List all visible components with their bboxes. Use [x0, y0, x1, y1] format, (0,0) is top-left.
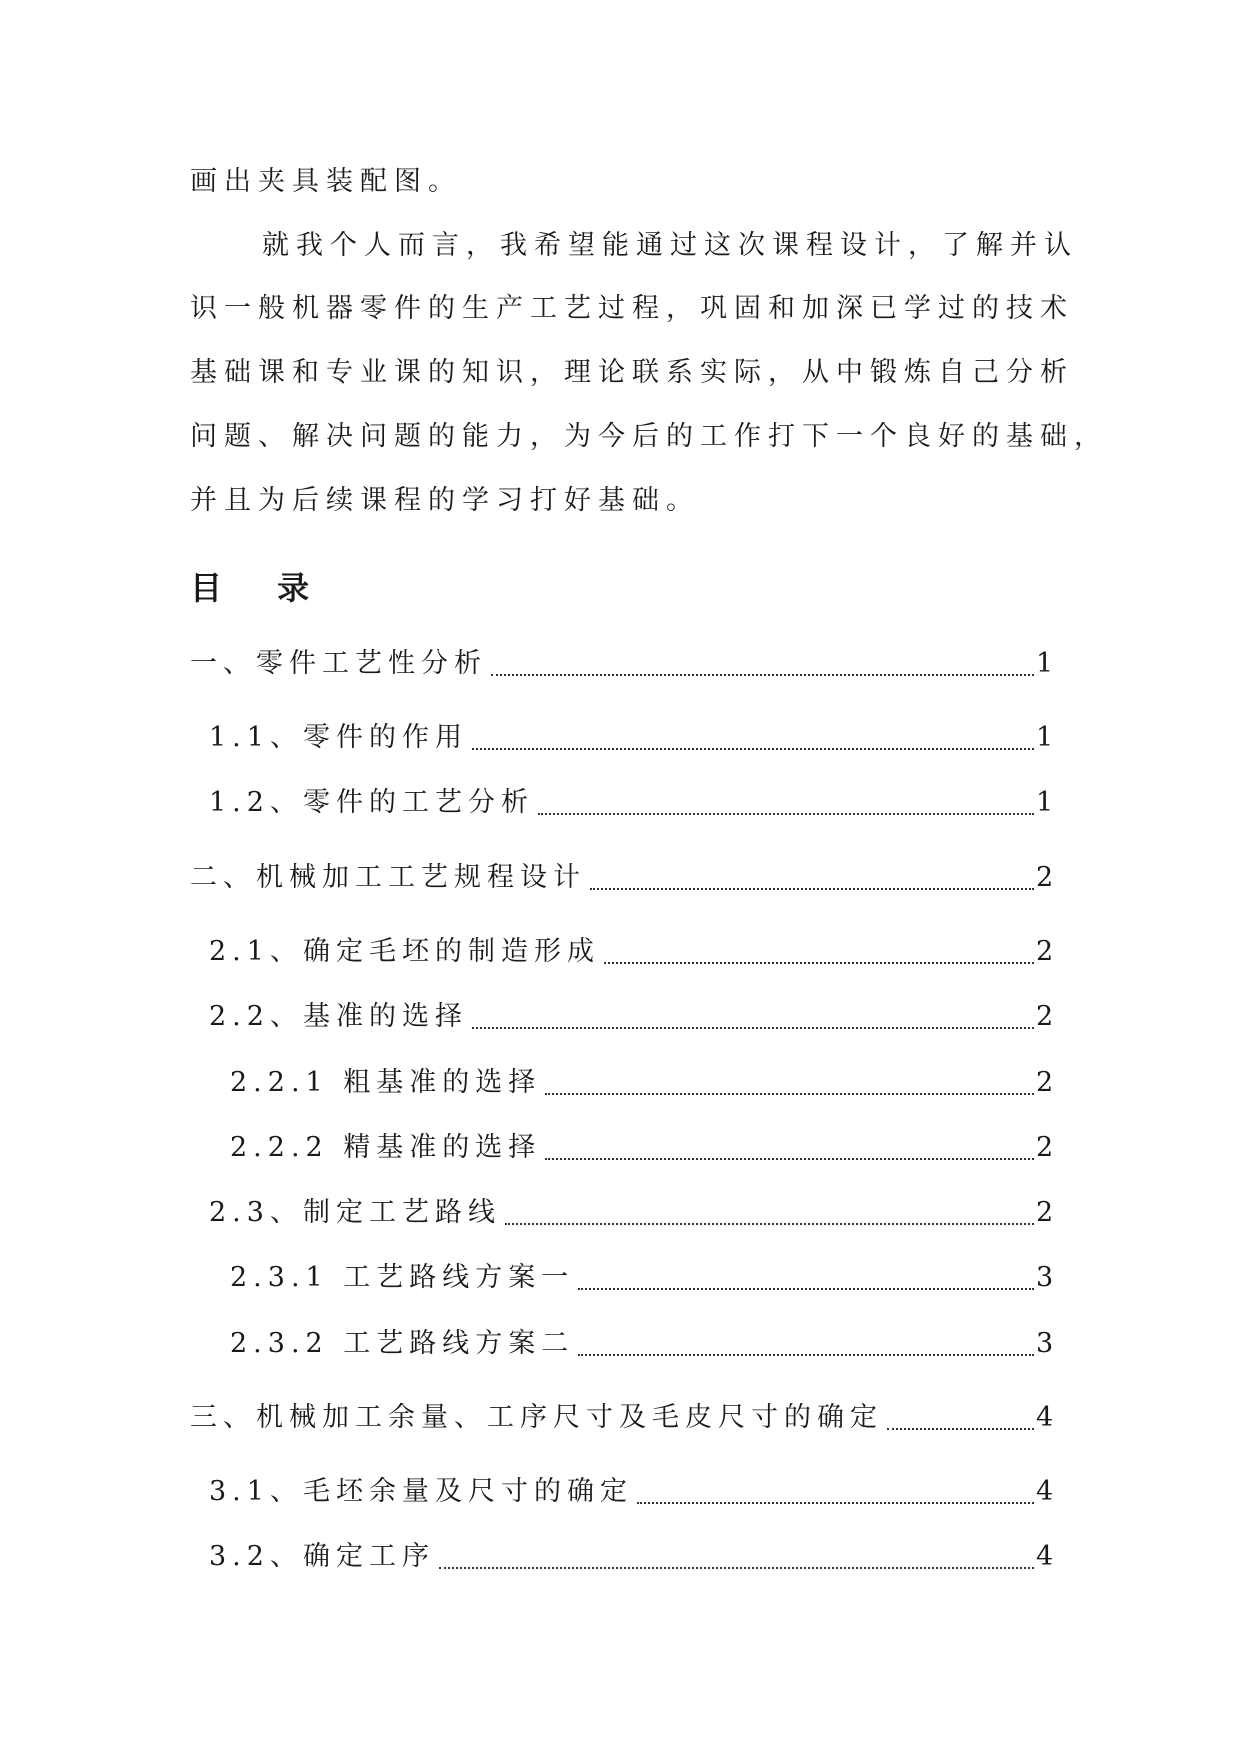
toc-dot-leader: [600, 932, 1036, 972]
toc-heading: 目 录: [190, 569, 332, 607]
toc-entry-label: 2.3.1 工艺路线方案一: [230, 1262, 575, 1293]
toc-entry-label: 二、机械加工工艺规程设计: [190, 862, 586, 893]
toc-page-number: 1: [1036, 722, 1054, 753]
toc-entry-label: 1.2、零件的工艺分析: [209, 787, 534, 818]
toc-entry-2-2-1[interactable]: [230, 1063, 1052, 1103]
toc-dot-leader: [468, 997, 1036, 1037]
toc-page-number: 2: [1036, 1197, 1054, 1228]
toc-entry-label: 2.3、制定工艺路线: [209, 1197, 501, 1228]
toc-dot-leader: [574, 1258, 1036, 1298]
toc-entry-3[interactable]: [190, 1398, 1052, 1438]
toc-entry-1-2[interactable]: [209, 783, 1052, 823]
toc-entry-2-3-2[interactable]: [230, 1324, 1052, 1364]
toc-entry-1[interactable]: [190, 644, 1052, 684]
toc-dot-leader: [586, 858, 1036, 898]
toc-entry-label: 2.2.1 粗基准的选择: [230, 1067, 542, 1098]
toc-entry-label: 1.1、零件的作用: [209, 722, 468, 753]
toc-entry-2-3[interactable]: [209, 1193, 1052, 1233]
toc-dot-leader: [487, 644, 1036, 684]
toc-entry-2-3-1[interactable]: [230, 1258, 1052, 1298]
toc-page-number: 1: [1036, 787, 1054, 818]
toc-page-number: 4: [1036, 1402, 1054, 1433]
toc-dot-leader: [541, 1063, 1036, 1103]
body-paragraph-line: 就我个人而言，我希望能通过这次课程设计，了解并认: [262, 230, 1078, 261]
toc-dot-leader: [633, 1472, 1036, 1512]
toc-entry-label: 一、零件工艺性分析: [190, 648, 487, 679]
toc-page-number: 4: [1036, 1541, 1054, 1572]
toc-dot-leader: [468, 718, 1036, 758]
toc-entry-1-1[interactable]: [209, 718, 1052, 758]
toc-entry-2-1[interactable]: [209, 932, 1052, 972]
toc-page-number: 2: [1036, 1067, 1054, 1098]
body-paragraph-line: 基础课和专业课的知识，理论联系实际，从中锻炼自己分析: [190, 357, 1074, 388]
toc-dot-leader: [883, 1398, 1036, 1438]
toc-entry-label: 三、机械加工余量、工序尺寸及毛皮尺寸的确定: [190, 1402, 883, 1433]
toc-entry-label: 3.1、毛坯余量及尺寸的确定: [209, 1476, 633, 1507]
toc-entry-2[interactable]: [190, 858, 1052, 898]
toc-page-number: 2: [1036, 862, 1054, 893]
toc-entry-label: 2.2.2 精基准的选择: [230, 1132, 542, 1163]
toc-entry-label: 2.2、基准的选择: [209, 1001, 468, 1032]
toc-page-number: 2: [1036, 936, 1054, 967]
toc-entry-2-2[interactable]: [209, 997, 1052, 1037]
toc-page-number: 2: [1036, 1132, 1054, 1163]
toc-entry-label: 2.3.2 工艺路线方案二: [230, 1328, 575, 1359]
body-paragraph-line: 识一般机器零件的生产工艺过程，巩固和加深已学过的技术: [190, 293, 1074, 324]
body-paragraph-line: 画出夹具装配图。: [190, 166, 462, 197]
body-paragraph-line: 并且为后续课程的学习打好基础。: [190, 485, 700, 516]
toc-dot-leader: [534, 783, 1036, 823]
toc-entry-3-2[interactable]: [209, 1537, 1052, 1577]
toc-page-number: 4: [1036, 1476, 1054, 1507]
toc-page-number: 3: [1036, 1328, 1054, 1359]
toc-dot-leader: [574, 1324, 1036, 1364]
toc-entry-2-2-2[interactable]: [230, 1128, 1052, 1168]
toc-entry-label: 2.1、确定毛坯的制造形成: [209, 936, 600, 967]
body-paragraph-line: 问题、解决问题的能力，为今后的工作打下一个良好的基础，: [190, 421, 1108, 452]
toc-entry-label: 3.2、确定工序: [209, 1541, 435, 1572]
toc-dot-leader: [541, 1128, 1036, 1168]
toc-page-number: 3: [1036, 1262, 1054, 1293]
toc-dot-leader: [501, 1193, 1036, 1233]
toc-dot-leader: [435, 1537, 1036, 1577]
toc-page-number: 2: [1036, 1001, 1054, 1032]
toc-page-number: 1: [1036, 648, 1054, 679]
toc-entry-3-1[interactable]: [209, 1472, 1052, 1512]
